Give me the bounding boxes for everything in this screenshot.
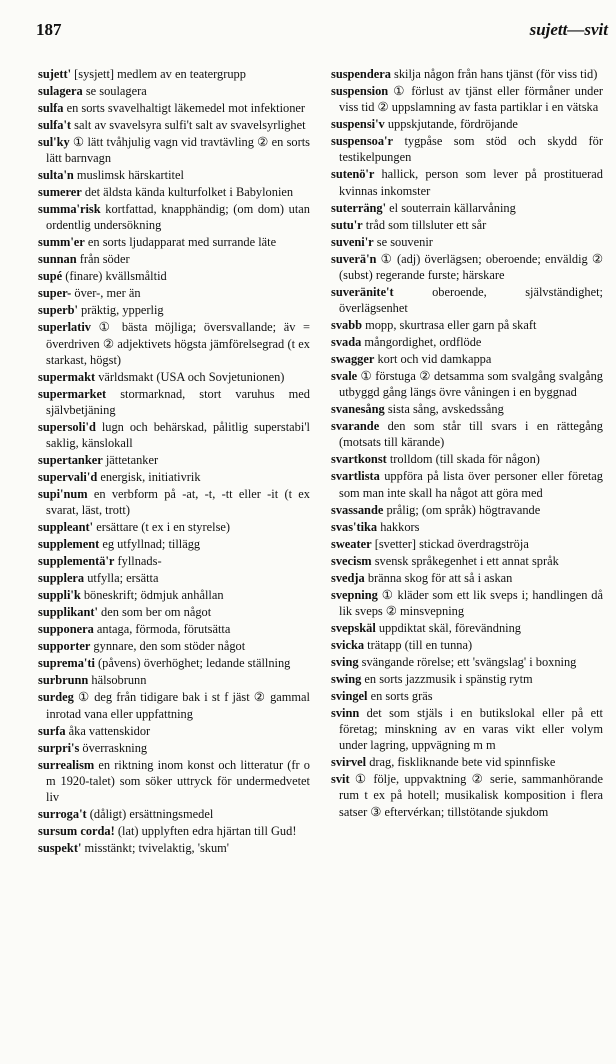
running-head: sujett—svit — [529, 20, 608, 39]
entry-definition: tråd som tillsluter ett sår — [362, 217, 487, 232]
dictionary-entry — [331, 133, 603, 165]
entry-definition: hallick, person som lever på prostituerad kvinnas inkomster — [339, 167, 603, 198]
entry-headword: suprema'ti — [38, 656, 95, 671]
entry-definition: gynnare, den som stöder något — [90, 639, 246, 654]
dictionary-entry — [38, 689, 310, 721]
entry-definition: (dåligt) ersättningsmedel — [86, 807, 214, 822]
entry-headword: superb' — [38, 303, 78, 318]
entry-definition: uppskjutande, fördröjande — [384, 117, 518, 132]
dictionary-entry — [331, 754, 603, 770]
dictionary-entry — [38, 723, 310, 739]
entry-definition: en riktning inom konst och litteratur (fr o m 1920-talet) som söker uttryck för undermedvetet liv — [46, 757, 310, 805]
entry-definition: hälsobrunn — [88, 673, 147, 688]
entry-definition: ① förlust av tjänst eller förmåner under viss tid ② uppslamning av fasta partiklar i en vätska — [339, 84, 603, 115]
entry-headword: suspension — [331, 84, 389, 98]
entry-definition: trätapp (till en tunna) — [364, 637, 473, 652]
entry-headword: sweater — [331, 536, 372, 551]
entry-definition: utfylla; ersätta — [84, 571, 159, 586]
entry-definition: svensk språkegenhet i ett annat språk — [371, 553, 559, 568]
dictionary-entry — [331, 401, 603, 417]
dictionary-entry — [331, 705, 603, 754]
entry-definition: världsmakt (USA och Sovjetunionen) — [95, 369, 285, 384]
entry-definition: se — [82, 84, 100, 98]
entry-headword: supplementä'r — [38, 554, 115, 569]
entry-definition: en sorts gräs — [367, 688, 433, 703]
entry-headword: svepskäl — [331, 620, 376, 635]
entry-definition: oberoende, självständighet; överlägsenhet — [339, 284, 603, 316]
dictionary-entry — [331, 351, 603, 367]
entry-definition: den som står till svars i en rättegång (motsats till — [339, 419, 603, 450]
dictionary-entry — [331, 116, 603, 132]
entry-definition-cont: soulagera — [99, 84, 147, 98]
entry-definition: stormarknad, stort varuhus med självbetjäning — [46, 386, 310, 418]
entry-headword: sutenö'r — [331, 167, 375, 182]
entry-headword: supplement — [38, 537, 100, 552]
entry-headword: sursum corda! — [38, 824, 115, 839]
entry-definition: svängande rörelse; ett 'svängslag' i boxning — [358, 654, 577, 669]
entry-headword: sujett' — [38, 67, 72, 81]
dictionary-entry — [331, 570, 603, 586]
dictionary-entry — [38, 621, 310, 637]
entry-definition: en sorts ljudapparat med surrande läte — [84, 235, 277, 250]
entry-headword: supervali'd — [38, 470, 98, 485]
dictionary-entry — [331, 217, 603, 233]
dictionary-entry — [38, 536, 310, 552]
entry-definition: el — [386, 200, 402, 215]
entry-definition: en sorts svavelhaltigt läkemedel mot infektioner — [63, 101, 306, 115]
entry-definition-cont: svalgång utbyggd gång längs övre våningen i en byggnad — [339, 369, 603, 400]
entry-headword: sulagera — [38, 84, 83, 98]
entry-headword: svinn — [331, 705, 360, 720]
dictionary-entry — [331, 671, 603, 687]
entry-headword: supermakt — [38, 369, 96, 384]
entry-headword: suterräng' — [331, 200, 387, 215]
entry-headword: superlativ — [38, 320, 92, 335]
entry-definition: böneskrift; ödmjuk anhållan — [80, 588, 224, 603]
entry-headword: svarande — [331, 419, 380, 434]
entry-definition-cont: kärande) — [400, 435, 445, 450]
dictionary-entry — [38, 134, 310, 166]
entry-headword: surroga't — [38, 807, 87, 822]
dictionary-entry — [38, 319, 310, 368]
dictionary-entry — [38, 806, 310, 822]
entry-definition-cont: souterrain källarvåning — [401, 200, 516, 215]
entry-definition: lugn och behärskad, pålitlig — [95, 420, 255, 435]
dictionary-entry — [331, 234, 603, 250]
entry-definition: trolldom (till skada för någon) — [386, 452, 540, 467]
entry-definition: ① lätt tvåhjulig vagn vid travtävling ② en sorts lätt barnvagn — [46, 135, 310, 166]
entry-headword: svabb — [331, 318, 362, 333]
entry-headword: svartkonst — [331, 452, 387, 467]
entry-headword: sulta'n — [38, 168, 74, 183]
entry-definition: (finare) kvällsmåltid — [62, 269, 167, 284]
entry-headword: supplikant' — [38, 605, 98, 620]
entry-headword: super- — [38, 286, 72, 301]
entry-headword: svicka — [331, 637, 365, 652]
entry-headword: svada — [331, 335, 362, 350]
dictionary-entry — [38, 251, 310, 267]
dictionary-entry — [38, 268, 310, 284]
entry-headword: suppli'k — [38, 588, 81, 603]
entry-headword: swing — [331, 671, 362, 686]
dictionary-entry — [331, 620, 603, 636]
dictionary-entry — [38, 302, 310, 318]
entry-headword: suspendera — [331, 67, 391, 81]
entry-headword: suppleant' — [38, 520, 94, 535]
entry-headword: surfa — [38, 723, 66, 738]
entry-definition: ( — [114, 824, 122, 839]
entry-definition: sista sång, avskedssång — [384, 402, 504, 417]
dictionary-entry — [331, 368, 603, 400]
entry-definition-cont: -at, -t, -tt eller -it (t ex svarat, läst, trott) — [46, 487, 310, 518]
dictionary-entry — [38, 452, 310, 468]
entry-definition: skilja någon från hans tjänst (för viss tid) — [390, 67, 598, 81]
dictionary-entry — [38, 840, 310, 856]
entry-headword: svedja — [331, 570, 365, 585]
dictionary-entry — [331, 637, 603, 653]
dictionary-entry — [38, 587, 310, 603]
entry-headword: svassande — [331, 502, 384, 517]
entry-headword: sunnan — [38, 252, 77, 267]
entry-definition: över-, mer än — [71, 286, 141, 301]
entry-definition: åka vattenskidor — [65, 723, 151, 738]
entry-headword: svas'tika — [331, 519, 378, 534]
entry-headword: svit — [331, 772, 350, 787]
entry-definition-cont: lat) upplyften edra hjärtan till Gud! — [122, 824, 297, 839]
dictionary-entry — [331, 468, 603, 500]
dictionary-entry — [331, 688, 603, 704]
entry-definition-cont: starkast, högst) — [46, 352, 122, 367]
entry-headword: summ'er — [38, 235, 85, 250]
entry-headword: suspensoa'r — [331, 134, 393, 149]
entry-definition: hakkors — [377, 519, 420, 534]
dictionary-entry — [38, 66, 310, 82]
dictionary-entry — [38, 419, 310, 451]
entry-definition: det som stjäls i en butikslokal eller på ett företag; minskning av en varas vikt eller volym under lagring, uppvägning m m — [339, 705, 603, 753]
entry-definition: [svetter] stickad överdragströja — [371, 536, 529, 551]
dictionary-entry — [331, 251, 603, 283]
entry-headword: sving — [331, 654, 359, 669]
entry-definition: den som ber om något — [97, 605, 212, 620]
dictionary-entry — [38, 486, 310, 518]
entry-definition: kort och vid damkappa — [374, 352, 492, 367]
dictionary-entry — [38, 100, 310, 116]
entry-headword: surrealism — [38, 757, 95, 772]
entry-definition: fyllnads- — [114, 554, 162, 569]
entry-headword: supermarket — [38, 386, 107, 401]
entry-headword: supersoli'd — [38, 420, 96, 435]
entry-definition: bränna skog för att så i askan — [364, 570, 513, 585]
entry-headword: supponera — [38, 622, 94, 637]
dictionary-entry — [331, 451, 603, 467]
entry-definition: muslimsk härskartitel — [73, 168, 184, 183]
entry-definition: antaga, förmoda, förutsätta — [93, 622, 231, 637]
entry-definition-cont: souvenir — [390, 234, 433, 249]
entry-definition: mångordighet, ordflöde — [361, 335, 482, 350]
entry-headword: svartlista — [331, 469, 380, 484]
dictionary-entry — [38, 570, 310, 586]
dictionary-entry — [331, 502, 603, 518]
entry-headword: svirvel — [331, 755, 367, 770]
dictionary-entry — [331, 66, 603, 82]
dictionary-entry — [38, 519, 310, 535]
dictionary-entry — [38, 117, 310, 133]
entry-headword: surbrunn — [38, 673, 89, 688]
entry-definition: en verbform på — [87, 487, 183, 502]
entry-headword: suspensi'v — [331, 117, 385, 132]
entry-headword: supplera — [38, 571, 85, 586]
entry-headword: supertanker — [38, 453, 103, 468]
dictionary-entry — [38, 757, 310, 806]
entry-definition: drag, fiskliknande bete vid spinnfiske — [366, 755, 556, 770]
page-number: 187 — [36, 20, 62, 39]
entry-headword: suspekt' — [38, 841, 82, 856]
left-column — [38, 66, 310, 857]
entry-headword: supi'num — [38, 487, 88, 502]
entry-definition: prålig; (om språk) högtravande — [383, 502, 541, 517]
entry-definition: salt av svavelsyra — [71, 118, 165, 132]
entry-definition: ① kläder som ett lik sveps i; handlingen då lik sveps ② minsvepning — [339, 587, 603, 618]
right-column — [331, 66, 603, 821]
entry-definition: se — [373, 234, 391, 249]
entry-headword: surpri's — [38, 740, 80, 755]
entry-headword: swagger — [331, 352, 375, 367]
entry-headword: svecism — [331, 553, 372, 568]
dictionary-entry — [38, 638, 310, 654]
dictionary-entry — [331, 519, 603, 535]
entry-definition: ersättare (t ex i en styrelse) — [93, 520, 231, 535]
entry-definition: ① förstuga ② detsamma som svalgång — [357, 369, 559, 384]
dictionary-entry — [331, 418, 603, 450]
entry-definition: från söder — [76, 252, 130, 267]
entry-definition: mopp, skurtrasa eller garn på skaft — [362, 318, 537, 333]
dictionary-entry — [38, 369, 310, 385]
entry-headword: surdeg — [38, 690, 74, 705]
entry-definition: ① deg från tidigare bak i st f jäst ② gammal inrotad vana eller uppfattning — [46, 690, 310, 721]
entry-headword: sulfa't — [38, 118, 72, 132]
entry-headword: suverä'n — [331, 251, 377, 266]
entry-definition: (påvens) överhöghet; ledande ställning — [94, 656, 291, 671]
dictionary-entry — [38, 672, 310, 688]
entry-definition: kortfattad, knapphändig; (om dom) utan ordentlig undersökning — [46, 202, 310, 233]
dictionary-entry — [38, 167, 310, 183]
dictionary-entry — [38, 469, 310, 485]
entry-definition: ① (adj) överlägsen; oberoende; enväldig ② (subst) regerande furste; härskare — [339, 251, 603, 282]
dictionary-entry — [331, 166, 603, 198]
dictionary-entry — [331, 334, 603, 350]
entry-definition: tygpåse som stöd och skydd för testikelpungen — [339, 134, 603, 165]
entry-headword: svale — [331, 369, 358, 384]
dictionary-entry — [38, 604, 310, 620]
entry-headword: sulfa — [38, 101, 64, 115]
entry-headword: svepning — [331, 587, 378, 602]
dictionary-entry — [38, 285, 310, 301]
dictionary-entry — [331, 83, 603, 115]
entry-definition-cont: eg utfyllnad; tillägg — [102, 537, 201, 552]
dictionary-entry — [331, 771, 603, 820]
dictionary-entry — [38, 823, 310, 839]
entry-headword: svanesång — [331, 402, 385, 417]
entry-headword: sumerer — [38, 185, 82, 200]
entry-headword: summa'risk — [38, 202, 101, 217]
entry-headword: sul'ky — [38, 135, 70, 149]
dictionary-entry — [331, 587, 603, 619]
entry-definition: präktig, ypperlig — [77, 303, 164, 318]
entry-headword: supé — [38, 269, 63, 284]
dictionary-entry — [331, 200, 603, 216]
dictionary-entry — [38, 234, 310, 250]
entry-definition: en sorts jazzmusik i spänstig rytm — [361, 671, 533, 686]
page-header — [36, 20, 608, 44]
entry-definition: uppföra på lista över personer eller företag som man inte skall ha något att göra med — [339, 469, 603, 500]
dictionary-entry — [38, 655, 310, 671]
entry-definition: uppdiktat skäl, förevändning — [375, 620, 521, 635]
entry-headword: svingel — [331, 688, 368, 703]
entry-definition: energisk, initiativrik — [97, 470, 201, 485]
entry-definition-cont: sulfi't salt av svavelsyrlighet — [164, 118, 306, 132]
entry-headword: suveränite't — [331, 284, 394, 299]
dictionary-entry — [331, 536, 603, 552]
dictionary-entry — [38, 553, 310, 569]
dictionary-entry — [331, 317, 603, 333]
dictionary-entry — [331, 284, 603, 316]
dictionary-entry — [38, 201, 310, 233]
dictionary-entry — [331, 654, 603, 670]
entry-headword: sutu'r — [331, 217, 363, 232]
dictionary-entry — [38, 740, 310, 756]
entry-definition: jättetanker — [102, 453, 159, 468]
entry-headword: suveni'r — [331, 234, 374, 249]
entry-definition: [sysjett] medlem av en teatergrupp — [71, 67, 246, 81]
entry-definition: överraskning — [79, 740, 148, 755]
dictionary-entry — [38, 386, 310, 418]
dictionary-entry — [331, 553, 603, 569]
entry-definition: det äldsta kända kulturfolket i Babylonien — [81, 185, 294, 200]
entry-definition: ① följe, uppvaktning ② serie, sammanhörande rum t ex på hotell; musikalisk komposition i flera satser ③ eftervérkan; tillstötande sjukdom — [339, 772, 603, 819]
entry-headword: supporter — [38, 639, 91, 654]
entry-definition-cont: superstabi'l saklig, känslokall — [46, 420, 310, 451]
entry-definition: misstänkt; tvivelaktig, 'skum' — [81, 841, 230, 856]
dictionary-entry — [38, 184, 310, 200]
entry-definition: ① bästa möjliga; översvallande; äv = överdriven ② adjektivets högsta jämförelsegrad (t ex — [46, 320, 310, 351]
dictionary-entry — [38, 83, 310, 99]
